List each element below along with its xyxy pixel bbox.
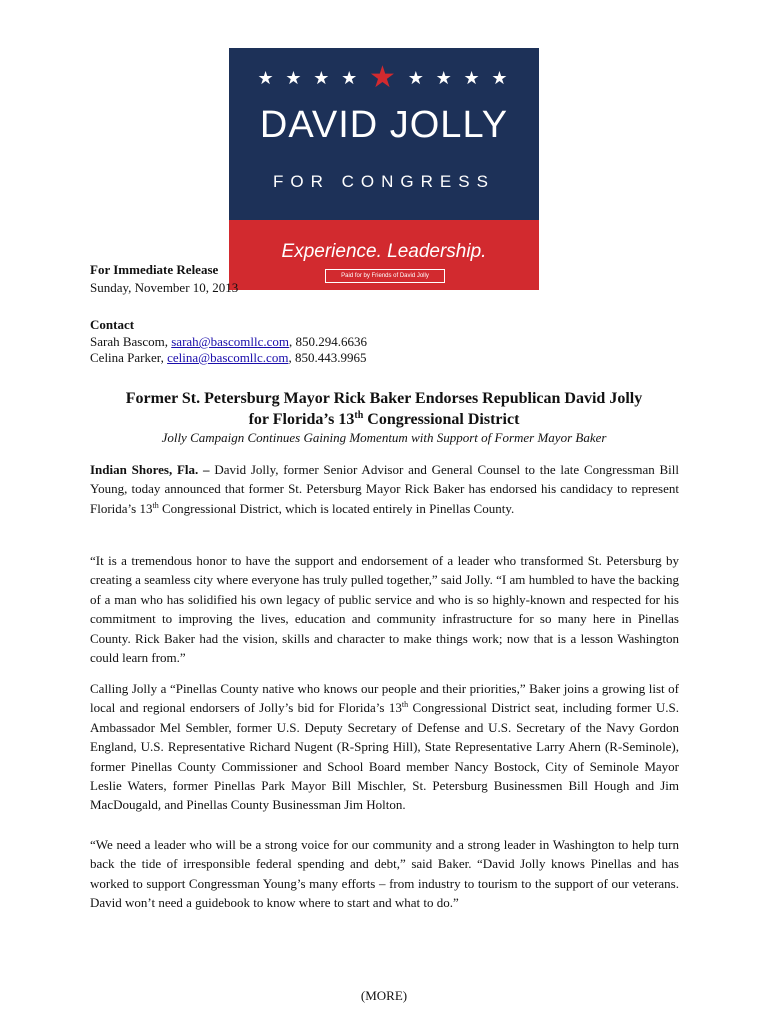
email-link[interactable]: sarah@bascomllc.com <box>171 334 289 349</box>
dateline: Indian Shores, Fla. – <box>90 462 210 477</box>
more-indicator: (MORE) <box>360 988 408 1003</box>
star-icon: ★ <box>257 68 277 89</box>
email-link[interactable]: celina@bascomllc.com <box>167 350 289 365</box>
paid-for-disclaimer: Paid for by Friends of David Jolly <box>325 269 445 283</box>
star-icon: ★ <box>491 68 511 89</box>
star-icon: ★ <box>341 68 361 89</box>
body-paragraph: “We need a leader who will be a strong voice for our community and a strong leader in Washington to help turn back the tide of irresponsible federal spending and debt,” said Baker. “David Jolly knows Pinellas and has worked to support Congressman Young’s many efforts – from industry to tourism to the support of our veterans. David won’t need a guidebook to know where to start and what to do.” <box>90 837 679 911</box>
contact-name: Sarah Bascom, <box>90 334 168 349</box>
headline-line: Former St. Petersburg Mayor Rick Baker Endorses Republican David Jolly <box>125 390 643 407</box>
star-icon: ★ <box>285 68 305 89</box>
star-icon: ★ <box>435 68 455 89</box>
contact-phone: , 850.294.6636 <box>288 334 367 349</box>
logo-name: DAVID JOLLY <box>259 104 509 146</box>
release-date: Sunday, November 10, 2013 <box>90 280 239 295</box>
body-paragraph: Indian Shores, Fla. – David Jolly, former Senior Advisor and General Counsel to the late Congressman Bill Young, today announced that former St. Petersburg Mayor Rick Baker has endorsed his candidacy to represent Florida’s 13th Congressional District, which is located entirely in Pinellas County. <box>90 462 679 516</box>
stars-row <box>229 60 539 95</box>
logo-subtitle: FOR CONGRESS <box>273 172 495 191</box>
contact-phone: , 850.443.9965 <box>288 350 367 365</box>
logo-tagline: Experience. Leadership. <box>281 241 487 262</box>
contact-line <box>90 334 367 349</box>
contact-name: Celina Parker, <box>90 350 164 365</box>
headline-line: for Florida’s 13th Congressional District <box>248 410 520 428</box>
star-icon: ★ <box>407 68 427 89</box>
body-paragraph: “It is a tremendous honor to have the support and endorsement of a leader who transformed St. Petersburg by creating a seamless city where everyone has truly pulled together,” said Jolly. “I am humbled to have the backing of a man who has solidified his own legacy of public service and who is so highly-known and respected for his commitment to improving the lives, education and community infrastructure for so many here in Pinellas County. Rick Baker had the vision, skills and character to make things work; now that is a lesson Washington could learn from.” <box>90 553 679 666</box>
star-icon: ★ <box>313 68 333 89</box>
release-label: For Immediate Release <box>90 262 219 277</box>
contact-line <box>90 350 366 365</box>
star-icon: ★ <box>463 68 483 89</box>
subheadline: Jolly Campaign Continues Gaining Momentum with Support of Former Mayor Baker <box>161 430 607 445</box>
contact-heading: Contact <box>90 317 135 332</box>
star-icon: ★ <box>369 60 399 95</box>
campaign-logo <box>229 48 539 279</box>
headline <box>80 388 688 430</box>
body-paragraph: Calling Jolly a “Pinellas County native who knows our people and their priorities,” Baker joins a growing list of local and regional endorsers of Jolly’s bid for Florida’s 13th Congressional District seat, including former U.S. Ambassador Mel Sembler, former U.S. Deputy Secretary of Defense and U.S. Secretary of the Navy Gordon England, U.S. Representative Richard Nugent (R-Spring Hill), State Representative Larry Ahern (R-Seminole), former Pinellas County Commissioner and School Board member Nancy Bostock, City of Seminole Mayor Leslie Waters, former Pinellas Park Mayor Bill Mischler, St. Petersburg Businessmen Bill Hough and Jim MacDougald, and Pinellas County Businessman Jim Holton. <box>90 681 679 813</box>
